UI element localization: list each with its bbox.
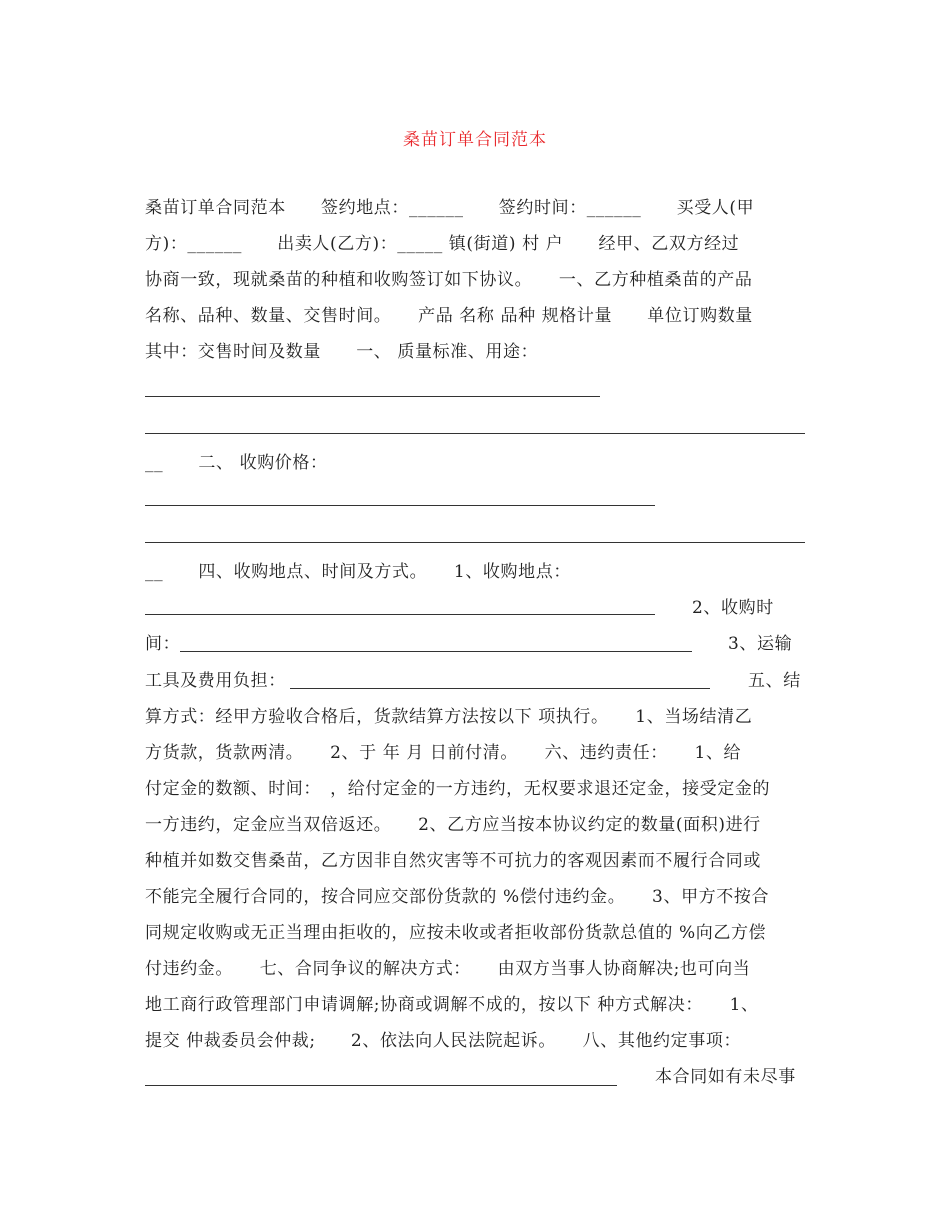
- body-line: 方货款，货款两清。 2、于 年 月 日前付清。 六、违约责任： 1、给: [145, 743, 742, 763]
- fill-in-rule: [290, 688, 710, 689]
- body-line: 间：: [145, 634, 181, 654]
- fill-in-rule: [145, 542, 805, 543]
- body-line: 种植并如数交售桑苗，乙方因非自然灾害等不可抗力的客观因素而不履行合同或: [145, 851, 761, 871]
- body-line: 方)：______ 出卖人(乙方)：_____ 镇(街道) 村 户 经甲、乙双方经过: [145, 234, 740, 254]
- fill-in-rule: [180, 651, 692, 652]
- body-line: 不能完全履行合同的，按合同应交部份货款的 %偿付违约金。 3、甲方不按合: [145, 887, 770, 907]
- body-line: 一方违约，定金应当双倍返还。 2、乙方应当按本协议约定的数量(面积)进行: [145, 815, 761, 835]
- fill-in-rule: [145, 505, 655, 506]
- body-line: 工具及费用负担：: [145, 671, 286, 691]
- body-line: 桑苗订单合同范本 签约地点：______ 签约时间：______ 买受人(甲: [145, 198, 755, 218]
- body-line: 付定金的数额、时间： ，给付定金的一方违约，无权要求退还定金，接受定金的: [145, 779, 771, 799]
- body-line: __ 二、 收购价格：: [145, 453, 328, 473]
- body-line: 其中：交售时间及数量 一、 质量标准、用途：: [145, 342, 539, 362]
- document-title: 桑苗订单合同范本: [403, 130, 547, 150]
- body-line: 协商一致，现就桑苗的种植和收购签订如下协议。 一、乙方种植桑苗的产品: [145, 270, 753, 290]
- body-line: 提交 仲裁委员会仲裁; 2、依法向人民法院起诉。 八、其他约定事项：: [145, 1031, 742, 1051]
- body-line: 3、运输: [728, 634, 793, 654]
- fill-in-rule: [145, 433, 805, 434]
- body-line: 名称、品种、数量、交售时间。 产品 名称 品种 规格计量 单位订购数量: [145, 306, 753, 326]
- fill-in-rule: [145, 614, 655, 615]
- body-line: 2、收购时: [692, 598, 774, 618]
- body-line: 本合同如有未尽事: [655, 1067, 796, 1087]
- body-line: 五、结: [748, 671, 801, 691]
- body-line: 地工商行政管理部门申请调解;协商或调解不成的，按以下 种方式解决： 1、: [145, 995, 759, 1015]
- body-line: 付违约金。 七、合同争议的解决方式： 由双方当事人协商解决;也可向当: [145, 959, 751, 979]
- body-line: 同规定收购或无正当理由拒收的，应按未收或者拒收部份货款总值的 %向乙方偿: [145, 923, 767, 943]
- fill-in-rule: [145, 1085, 617, 1086]
- fill-in-rule: [145, 396, 600, 397]
- body-line: 算方式：经甲方验收合格后，货款结算方法按以下 项执行。 1、当场结清乙: [145, 707, 753, 727]
- body-line: __ 四、收购地点、时间及方式。 1、收购地点：: [145, 562, 571, 582]
